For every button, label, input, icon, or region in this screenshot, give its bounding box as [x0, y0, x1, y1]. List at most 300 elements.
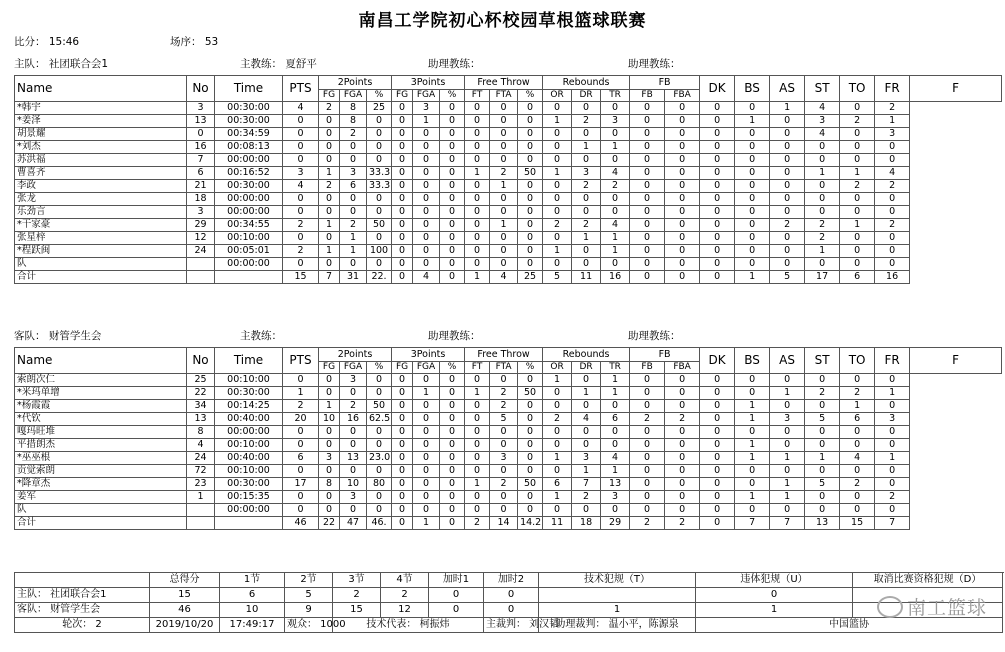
summary-team: 客队： 财管学生会	[15, 603, 150, 618]
stat-cell: 0	[465, 193, 490, 206]
stat-cell: 3	[601, 115, 630, 128]
summary-cell: 15	[333, 603, 381, 618]
col-subheader: %	[440, 90, 465, 102]
stat-cell: 0	[543, 439, 572, 452]
stat-cell: 3	[187, 206, 215, 219]
stat-cell: 0	[413, 219, 440, 232]
total-cell: 0	[392, 271, 413, 284]
stat-cell: 1	[840, 219, 875, 232]
summary-cell: 0	[484, 588, 539, 603]
player-row	[15, 167, 1002, 180]
summary-cell: 0	[429, 588, 484, 603]
player-name: 贡觉索朗	[15, 465, 187, 478]
stat-cell: 0	[630, 167, 665, 180]
stat-cell: 1	[340, 245, 367, 258]
stat-cell: 1	[770, 478, 805, 491]
stat-cell: 0	[392, 258, 413, 271]
stat-cell: 0	[601, 193, 630, 206]
stat-cell: 12	[187, 232, 215, 245]
stat-cell: 0	[319, 439, 340, 452]
col-header-fb: FB	[630, 348, 700, 362]
stat-cell: 0	[770, 245, 805, 258]
stat-cell: 0	[601, 439, 630, 452]
stat-cell: 2	[340, 400, 367, 413]
stat-cell: 0	[665, 439, 700, 452]
footer-cell: 轮次： 2	[15, 618, 150, 633]
stat-cell: 0	[392, 219, 413, 232]
stat-cell: 0	[700, 491, 735, 504]
stat-cell: 0	[630, 128, 665, 141]
stat-cell: 1	[770, 452, 805, 465]
stat-cell: 0	[665, 115, 700, 128]
stat-cell: 0	[572, 154, 601, 167]
stat-cell: 0	[630, 478, 665, 491]
stat-cell: 0	[440, 413, 465, 426]
stat-cell: 29	[187, 219, 215, 232]
stat-cell: 0	[440, 387, 465, 400]
stat-cell: 0	[367, 128, 392, 141]
player-name: 队	[15, 504, 187, 517]
stat-cell: 0	[700, 206, 735, 219]
stat-cell: 4	[840, 452, 875, 465]
stat-cell: 0	[490, 426, 518, 439]
player-name: *米玛单增	[15, 387, 187, 400]
col-subheader: FG	[319, 90, 340, 102]
stat-cell: 1	[601, 387, 630, 400]
stat-cell: 0	[572, 439, 601, 452]
stat-cell: 0	[735, 167, 770, 180]
player-name: *杨霞霞	[15, 400, 187, 413]
stat-cell: 0	[413, 504, 440, 517]
total-cell: 0	[630, 271, 665, 284]
stat-cell: 0	[465, 206, 490, 219]
stat-cell: 0	[700, 413, 735, 426]
stat-cell: 00:10:00	[215, 232, 283, 245]
stat-cell: 0	[543, 465, 572, 478]
stat-cell: 2	[490, 478, 518, 491]
stat-cell: 00:15:35	[215, 491, 283, 504]
player-row	[15, 400, 1002, 413]
stat-cell: 0	[543, 258, 572, 271]
stat-cell: 0	[665, 465, 700, 478]
stat-cell: 1	[465, 478, 490, 491]
total-cell	[187, 271, 215, 284]
total-cell: 11	[572, 271, 601, 284]
col-header-no: No	[187, 348, 215, 374]
stat-cell: 1	[735, 452, 770, 465]
stat-cell: 0	[440, 102, 465, 115]
stat-cell: 72	[187, 465, 215, 478]
stat-cell: 0	[630, 206, 665, 219]
total-cell: 1	[465, 271, 490, 284]
stat-cell: 0	[283, 115, 319, 128]
summary-cell: 1	[539, 603, 696, 618]
stat-cell: 0	[770, 206, 805, 219]
stat-cell: 0	[630, 439, 665, 452]
stat-cell: 0	[518, 465, 543, 478]
stat-cell: 1	[770, 491, 805, 504]
summary-cell: 0	[484, 603, 539, 618]
col-header-pts: PTS	[283, 76, 319, 102]
summary-team: 主队： 社团联合会1	[15, 588, 150, 603]
stat-cell: 0	[630, 387, 665, 400]
stat-cell: 1	[543, 245, 572, 258]
stat-cell: 1	[465, 387, 490, 400]
stat-cell: 0	[735, 478, 770, 491]
stat-cell: 0	[367, 491, 392, 504]
total-cell: 0	[440, 271, 465, 284]
stat-cell: 0	[319, 154, 340, 167]
stat-cell: 3	[319, 452, 340, 465]
stat-cell: 0	[735, 387, 770, 400]
col-subheader: FT	[465, 362, 490, 374]
stat-cell: 0	[875, 504, 910, 517]
stat-cell: 0	[543, 154, 572, 167]
stat-cell: 1	[770, 387, 805, 400]
stat-cell: 00:34:55	[215, 219, 283, 232]
stat-cell: 2	[283, 245, 319, 258]
home-coach: 主教练： 夏舒平	[240, 58, 317, 70]
stat-cell: 6	[543, 478, 572, 491]
stat-cell: 1	[319, 245, 340, 258]
stat-cell: 00:00:00	[215, 504, 283, 517]
stat-cell: 0	[392, 206, 413, 219]
total-cell	[187, 517, 215, 530]
stat-cell: 0	[875, 374, 910, 387]
stat-cell: 0	[392, 387, 413, 400]
stat-cell: 6	[840, 413, 875, 426]
total-cell: 2	[665, 517, 700, 530]
col-subheader: FB	[630, 362, 665, 374]
stat-cell: 3	[283, 167, 319, 180]
stat-cell: 0	[440, 206, 465, 219]
stat-cell: 62.5	[367, 413, 392, 426]
col-header-three: 3Points	[392, 76, 465, 90]
stat-cell: 0	[700, 258, 735, 271]
stat-cell: 0	[700, 115, 735, 128]
stat-cell: 00:00:00	[215, 426, 283, 439]
stat-cell: 0	[630, 219, 665, 232]
player-name: 张星梓	[15, 232, 187, 245]
summary-header: 4节	[381, 573, 429, 588]
col-subheader: OR	[543, 90, 572, 102]
stat-cell: 0	[700, 245, 735, 258]
col-header-st: ST	[805, 348, 840, 374]
stat-cell: 0	[840, 258, 875, 271]
stat-cell: 2	[319, 102, 340, 115]
stat-cell: 0	[805, 491, 840, 504]
stat-cell: 0	[805, 465, 840, 478]
stat-cell: 0	[735, 245, 770, 258]
col-subheader: FTA	[490, 362, 518, 374]
stat-cell: 1	[840, 400, 875, 413]
stat-cell: 1	[543, 115, 572, 128]
stat-cell: 0	[665, 167, 700, 180]
total-cell: 46	[283, 517, 319, 530]
stat-cell: 24	[187, 245, 215, 258]
stat-cell: 25	[367, 102, 392, 115]
footer-cell: 2019/10/20	[150, 618, 220, 633]
col-header-fr: FR	[875, 76, 910, 102]
away-coach: 主教练：	[240, 330, 282, 342]
stat-cell	[187, 258, 215, 271]
stat-cell: 0	[572, 400, 601, 413]
stat-cell: 0	[805, 154, 840, 167]
stat-cell: 4	[187, 439, 215, 452]
stat-cell: 00:30:00	[215, 478, 283, 491]
summary-header: 取消比赛资格犯规（D）	[853, 573, 1003, 588]
stat-cell: 0	[392, 478, 413, 491]
col-header-st: ST	[805, 76, 840, 102]
player-name: 平措朗杰	[15, 439, 187, 452]
stat-cell: 0	[543, 232, 572, 245]
stat-cell: 2	[875, 491, 910, 504]
stat-cell: 25	[187, 374, 215, 387]
stat-cell: 0	[700, 232, 735, 245]
total-cell: 11	[543, 517, 572, 530]
stat-cell: 0	[805, 206, 840, 219]
stat-cell: 20	[283, 413, 319, 426]
stat-cell: 0	[543, 141, 572, 154]
stat-cell: 0	[392, 115, 413, 128]
stat-cell: 22	[187, 387, 215, 400]
stat-cell: 2	[875, 102, 910, 115]
stat-cell: 0	[465, 232, 490, 245]
wechat-icon	[877, 596, 903, 618]
stat-cell: 2	[543, 413, 572, 426]
col-subheader: %	[440, 362, 465, 374]
col-subheader: FG	[392, 90, 413, 102]
stat-cell: 3	[601, 491, 630, 504]
stat-cell: 0	[392, 102, 413, 115]
stat-cell: 00:30:00	[215, 115, 283, 128]
player-row	[15, 258, 1002, 271]
player-row	[15, 141, 1002, 154]
stat-cell: 1	[735, 413, 770, 426]
stat-cell: 0	[367, 465, 392, 478]
total-cell: 14.2	[518, 517, 543, 530]
stat-cell: 1	[543, 167, 572, 180]
col-subheader: FGA	[413, 90, 440, 102]
stat-cell: 0	[490, 465, 518, 478]
col-subheader: FTA	[490, 90, 518, 102]
col-header-time: Time	[215, 76, 283, 102]
stat-cell: 0	[413, 232, 440, 245]
stat-cell: 0	[413, 180, 440, 193]
player-row	[15, 219, 1002, 232]
stat-cell: 0	[665, 180, 700, 193]
stat-cell: 17	[283, 478, 319, 491]
total-cell: 25	[518, 271, 543, 284]
stat-cell: 2	[319, 180, 340, 193]
stat-cell: 0	[770, 193, 805, 206]
stat-cell: 0	[283, 374, 319, 387]
stat-cell: 0	[700, 504, 735, 517]
stat-cell: 0	[735, 258, 770, 271]
stat-cell: 0	[490, 439, 518, 452]
stat-cell: 2	[340, 128, 367, 141]
stat-cell: 0	[518, 193, 543, 206]
stat-cell: 1	[770, 102, 805, 115]
player-name: 姜军	[15, 491, 187, 504]
stat-cell: 0	[440, 232, 465, 245]
stat-cell: 0	[630, 258, 665, 271]
stat-cell: 8	[319, 478, 340, 491]
player-name: *姜泽	[15, 115, 187, 128]
stat-cell: 0	[700, 426, 735, 439]
summary-header: 1节	[220, 573, 285, 588]
stat-cell: 0	[665, 232, 700, 245]
stat-cell: 0	[340, 504, 367, 517]
player-row	[15, 439, 1002, 452]
stat-cell: 0	[367, 193, 392, 206]
stat-cell: 0	[440, 374, 465, 387]
stat-cell: 0	[392, 154, 413, 167]
stat-cell: 0	[665, 219, 700, 232]
stat-cell: 0	[572, 426, 601, 439]
stat-cell: 0	[700, 465, 735, 478]
total-cell: 5	[543, 271, 572, 284]
stat-cell: 0	[518, 491, 543, 504]
stat-cell: 0	[840, 374, 875, 387]
player-row	[15, 115, 1002, 128]
col-header-two: 2Points	[319, 76, 392, 90]
summary-cell: 9	[285, 603, 333, 618]
stat-cell: 0	[319, 426, 340, 439]
stat-cell: 2	[805, 232, 840, 245]
stat-cell: 1	[572, 465, 601, 478]
stat-cell: 0	[465, 413, 490, 426]
stat-cell: 0	[490, 245, 518, 258]
stat-cell: 0	[601, 426, 630, 439]
stat-cell: 0	[770, 465, 805, 478]
stat-cell: 0	[490, 102, 518, 115]
stat-cell: 0	[413, 141, 440, 154]
stat-cell: 1	[601, 374, 630, 387]
home-stats-table	[14, 75, 1002, 284]
summary-row-away	[15, 603, 1003, 618]
stat-cell: 0	[700, 439, 735, 452]
stat-cell: 21	[187, 180, 215, 193]
stat-cell: 0	[700, 102, 735, 115]
stat-cell: 00:30:00	[215, 180, 283, 193]
stat-cell: 0	[665, 128, 700, 141]
player-name: 李政	[15, 180, 187, 193]
stat-cell: 4	[572, 413, 601, 426]
summary-header: 总得分	[150, 573, 220, 588]
stat-cell: 16	[340, 413, 367, 426]
player-name: *代钦	[15, 413, 187, 426]
stat-cell: 1	[572, 387, 601, 400]
summary-cell: 12	[381, 603, 429, 618]
stat-cell: 0	[665, 504, 700, 517]
stat-cell: 00:00:00	[215, 193, 283, 206]
stat-cell: 1	[601, 141, 630, 154]
stat-cell: 0	[392, 245, 413, 258]
summary-header: 加时2	[484, 573, 539, 588]
stat-cell: 00:30:00	[215, 387, 283, 400]
stat-cell: 0	[543, 180, 572, 193]
stat-cell: 7	[572, 478, 601, 491]
stat-cell: 0	[630, 102, 665, 115]
stat-cell: 2	[283, 400, 319, 413]
stat-cell: 0	[413, 465, 440, 478]
total-row	[15, 271, 1002, 284]
col-subheader: DR	[572, 362, 601, 374]
stat-cell: 0	[665, 154, 700, 167]
stat-cell: 0	[518, 439, 543, 452]
stat-cell: 0	[840, 245, 875, 258]
stat-cell: 0	[805, 193, 840, 206]
stat-cell: 0	[283, 206, 319, 219]
stat-cell: 0	[840, 232, 875, 245]
col-subheader: TR	[601, 362, 630, 374]
stat-cell: 0	[283, 141, 319, 154]
stat-cell: 0	[283, 232, 319, 245]
stat-cell: 0	[630, 154, 665, 167]
player-name: 苏洪福	[15, 154, 187, 167]
summary-header: 加时1	[429, 573, 484, 588]
stat-cell: 0	[465, 452, 490, 465]
stat-cell: 0	[518, 504, 543, 517]
stat-cell: 0	[875, 206, 910, 219]
stat-cell: 0	[770, 426, 805, 439]
stat-cell: 1	[283, 387, 319, 400]
stat-cell: 0	[665, 141, 700, 154]
total-cell: 7	[770, 517, 805, 530]
stat-cell: 2	[572, 491, 601, 504]
stat-cell: 0	[440, 219, 465, 232]
stat-cell: 0	[601, 206, 630, 219]
stat-cell: 0	[840, 491, 875, 504]
stat-cell: 0	[392, 374, 413, 387]
stat-cell: 0	[700, 374, 735, 387]
stat-cell: 0	[875, 141, 910, 154]
stat-cell: 0	[187, 128, 215, 141]
stat-cell: 23.0	[367, 452, 392, 465]
stat-cell: 0	[601, 258, 630, 271]
stat-cell: 0	[518, 102, 543, 115]
col-header-as: AS	[770, 348, 805, 374]
stat-cell: 1	[840, 167, 875, 180]
stat-cell: 0	[413, 374, 440, 387]
footer-cell: 技术代表： 柯振炜	[333, 618, 484, 633]
stat-cell: 0	[413, 491, 440, 504]
stat-cell: 0	[413, 128, 440, 141]
player-row	[15, 374, 1002, 387]
stat-cell: 0	[283, 504, 319, 517]
summary-header: 技术犯规（T）	[539, 573, 696, 588]
total-cell: 0	[700, 517, 735, 530]
away-asst2: 助理教练：	[628, 330, 681, 342]
stat-cell: 0	[392, 128, 413, 141]
stat-cell: 0	[440, 245, 465, 258]
stat-cell: 0	[770, 180, 805, 193]
stat-cell: 1	[805, 167, 840, 180]
stat-cell: 0	[665, 452, 700, 465]
stat-cell: 0	[319, 193, 340, 206]
stat-cell: 0	[392, 400, 413, 413]
stat-cell: 0	[440, 258, 465, 271]
stat-cell: 0	[518, 115, 543, 128]
col-header-two: 2Points	[319, 348, 392, 362]
stat-cell: 0	[413, 400, 440, 413]
summary-table	[14, 572, 1003, 633]
stat-cell: 0	[875, 426, 910, 439]
stat-cell: 0	[630, 115, 665, 128]
stat-cell: 1	[465, 167, 490, 180]
stat-cell: 2	[875, 180, 910, 193]
